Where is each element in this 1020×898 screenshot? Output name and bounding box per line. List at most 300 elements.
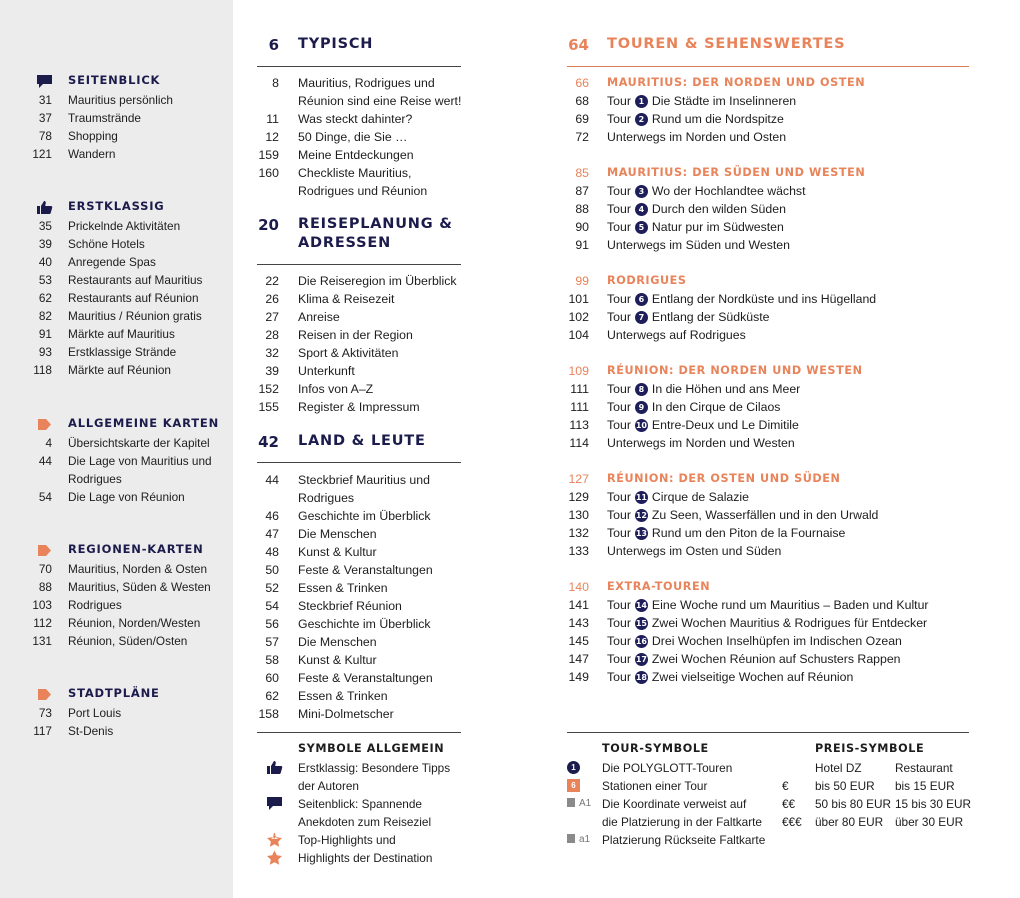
toc-entry[interactable]: Anreise	[298, 310, 340, 324]
price-restaurant: über 30 EUR	[895, 815, 964, 829]
region-title: EXTRA-TOUREN	[607, 580, 711, 593]
toc-entry[interactable]: Register & Impressum	[298, 400, 420, 414]
tour-label: Tour	[607, 382, 631, 396]
toc-entry[interactable]: Steckbrief Mauritius und	[298, 473, 430, 487]
toc-entry[interactable]	[607, 290, 876, 308]
toc-entry[interactable]	[607, 110, 784, 128]
divider	[257, 732, 461, 733]
price-symbols-title: PREIS-SYMBOLE	[815, 742, 925, 755]
entry-text: Anregende Spas	[68, 255, 156, 269]
tour-number-badge: 3	[635, 185, 648, 198]
tour-number-badge: 1	[635, 95, 648, 108]
sidebar-entry[interactable]	[0, 289, 233, 307]
sidebar-section-regionen-karten	[0, 542, 233, 650]
tour-title: Zwei vielseitige Wochen auf Réunion	[651, 670, 854, 684]
page-number: 62	[265, 689, 279, 703]
sidebar-entry[interactable]	[0, 452, 233, 488]
page-number: 68	[575, 94, 589, 108]
toc-entry[interactable]	[607, 218, 784, 236]
toc-entry[interactable]	[607, 434, 795, 452]
page-number: 26	[265, 292, 279, 306]
toc-entry[interactable]: Essen & Trinken	[298, 581, 388, 595]
region-page-number: 85	[575, 166, 589, 180]
section-title: SEITENBLICK	[68, 73, 161, 87]
tour-number-badge: 8	[635, 383, 648, 396]
page-number: 152	[258, 382, 279, 396]
map-book-icon	[567, 798, 575, 807]
symbol-description: die Platzierung in der Faltkarte	[602, 815, 762, 829]
tour-label: Tour	[607, 112, 631, 126]
entry-text: Märkte auf Mauritius	[68, 327, 175, 341]
sidebar-entry[interactable]	[0, 217, 233, 235]
toc-entry[interactable]: Die Menschen	[298, 527, 377, 541]
symbol-description: Die Koordinate verweist auf	[602, 797, 747, 811]
entry-text: Restaurants auf Réunion	[68, 291, 199, 305]
page-number: 78	[38, 129, 52, 143]
tour-title: Die Städte im Inselinneren	[651, 94, 797, 108]
section-title: REGIONEN-KARTEN	[68, 542, 204, 556]
region-title: RÉUNION: DER NORDEN UND WESTEN	[607, 364, 863, 377]
tour-title: Eine Woche rund um Mauritius – Baden und Kultur	[651, 598, 929, 612]
sidebar-entry[interactable]	[0, 578, 233, 596]
sidebar-entry[interactable]	[0, 560, 233, 578]
entry-text: Shopping	[68, 129, 118, 143]
tour-number-badge: 9	[635, 401, 648, 414]
sidebar-entry[interactable]	[0, 91, 233, 109]
sidebar-entry[interactable]	[0, 596, 233, 614]
toc-entry[interactable]: Steckbrief Réunion	[298, 599, 402, 613]
page-number: 87	[575, 184, 589, 198]
star-label: 12	[271, 835, 278, 841]
toc-entry[interactable]: Kunst & Kultur	[298, 653, 377, 667]
coordinate-label: a1	[579, 834, 591, 845]
tour-label: Tour	[607, 418, 631, 432]
page-number: 155	[258, 400, 279, 414]
page-number: 72	[575, 130, 589, 144]
entry-text: Wandern	[68, 147, 116, 161]
star-icon	[266, 832, 283, 847]
thumbs-up-icon	[36, 200, 53, 215]
toc-entry[interactable]	[607, 182, 806, 200]
tour-title: In den Cirque de Cilaos	[651, 400, 781, 414]
section-title: STADTPLÄNE	[68, 686, 160, 700]
sidebar-section-stadtplaene	[0, 686, 233, 740]
page-number: 57	[265, 635, 279, 649]
thumbs-up-icon	[266, 760, 283, 775]
toc-entry[interactable]	[607, 398, 780, 416]
tour-title: Entlang der Südküste	[651, 310, 770, 324]
symbol-description: Anekdoten zum Reiseziel	[298, 815, 432, 829]
page-number: 11	[266, 112, 279, 126]
entry-text: Prickelnde Aktivitäten	[68, 219, 181, 233]
sidebar-section-seitenblick	[0, 73, 233, 163]
sidebar-entry[interactable]	[0, 307, 233, 325]
page-number: 158	[258, 707, 279, 721]
sidebar-entry[interactable]	[0, 488, 233, 506]
tour-title: In die Höhen und ans Meer	[651, 382, 801, 396]
page-number: 39	[265, 364, 279, 378]
toc-entry[interactable]: Reisen in der Region	[298, 328, 413, 342]
entry-text: St-Denis	[68, 724, 114, 738]
toc-entry[interactable]	[607, 524, 845, 542]
page-number: 53	[38, 273, 52, 287]
tour-number-badge: 2	[635, 113, 648, 126]
entry-text: Die Lage von Réunion	[68, 490, 185, 504]
sidebar-section-allgemeine-karten	[0, 416, 233, 506]
page-number: 12	[265, 130, 279, 144]
toc-entry[interactable]: Checkliste Mauritius,	[298, 166, 412, 180]
entry-text: Restaurants auf Mauritius	[68, 273, 203, 287]
page-number: 160	[258, 166, 279, 180]
page-number: 46	[265, 509, 279, 523]
page-number: 93	[38, 345, 52, 359]
toc-entry[interactable]: Kunst & Kultur	[298, 545, 377, 559]
symbol-description: Top-Highlights und	[298, 833, 396, 847]
tour-label: Tour	[607, 526, 631, 540]
page-number: 28	[265, 328, 279, 342]
toc-entry[interactable]: Rodrigues und Réunion	[298, 184, 428, 198]
toc-entry[interactable]: Die Menschen	[298, 635, 377, 649]
page-number: 62	[38, 291, 52, 305]
sidebar-entry[interactable]	[0, 361, 233, 379]
region-title: MAURITIUS: DER SÜDEN UND WESTEN	[607, 166, 866, 179]
station-badge-sample: 6	[567, 779, 580, 792]
entry-text: Unterwegs im Norden und Westen	[607, 436, 795, 450]
toc-entry[interactable]	[607, 506, 878, 524]
chapter-title: TOUREN & SEHENSWERTES	[607, 36, 846, 52]
page-number: 90	[575, 220, 589, 234]
page-number: 54	[265, 599, 279, 613]
toc-entry[interactable]: Réunion sind eine Reise wert!	[298, 94, 462, 108]
page-number: 117	[33, 724, 52, 738]
symbol-description: Seitenblick: Spannende	[298, 797, 422, 811]
page-number: 8	[272, 76, 279, 90]
tour-title: Zu Seen, Wasserfällen und in den Urwald	[651, 508, 879, 522]
page-number: 47	[265, 527, 279, 541]
page-number: 111	[570, 382, 589, 396]
toc-entry[interactable]: Mauritius, Rodrigues und	[298, 76, 435, 90]
page-number: 101	[568, 292, 589, 306]
entry-text: Unterwegs auf Rodrigues	[607, 328, 746, 342]
tour-badge-sample: 1	[567, 761, 580, 774]
page-number: 88	[575, 202, 589, 216]
price-hotel: über 80 EUR	[815, 815, 884, 829]
map-coordinate-sample	[567, 831, 590, 849]
sidebar-entry[interactable]	[0, 632, 233, 650]
page-number: 70	[38, 562, 52, 576]
region-page-number: 109	[568, 364, 589, 378]
tour-label: Tour	[607, 184, 631, 198]
toc-entry[interactable]	[607, 128, 786, 146]
speech-bubble-icon	[266, 796, 283, 811]
region-title: RODRIGUES	[607, 274, 687, 287]
toc-entry[interactable]: Essen & Trinken	[298, 689, 388, 703]
sidebar-entry[interactable]	[0, 109, 233, 127]
page-number: 37	[38, 111, 52, 125]
entry-text: Unterwegs im Süden und Westen	[607, 238, 790, 252]
sidebar-section-erstklassig	[0, 199, 233, 379]
page-number: 130	[568, 508, 589, 522]
speech-bubble-icon	[36, 74, 53, 89]
page-number: 27	[265, 310, 279, 324]
page-number: 113	[569, 418, 589, 432]
toc-entry[interactable]	[607, 596, 929, 614]
symbol-description: Die POLYGLOTT-Touren	[602, 761, 733, 775]
divider	[257, 66, 461, 67]
price-symbol: €€	[782, 797, 796, 811]
sidebar-entry[interactable]	[0, 145, 233, 163]
entry-text: Mauritius / Réunion gratis	[68, 309, 202, 323]
section-title: ERSTKLASSIG	[68, 199, 165, 213]
tour-title: Rund um den Piton de la Fournaise	[651, 526, 846, 540]
page-number: 50	[265, 563, 279, 577]
page-number: 118	[33, 363, 52, 377]
sidebar-entry[interactable]	[0, 271, 233, 289]
tour-number-badge: 10	[635, 421, 647, 430]
tour-label: Tour	[607, 292, 631, 306]
page-number: 31	[38, 93, 52, 107]
sidebar-entry[interactable]	[0, 235, 233, 253]
chapter-title: ADRESSEN	[298, 235, 392, 251]
toc-entry[interactable]	[607, 614, 927, 632]
toc-entry[interactable]	[607, 380, 800, 398]
page-number: 91	[38, 327, 52, 341]
tour-number-badge: 7	[635, 311, 648, 324]
price-hotel: bis 50 EUR	[815, 779, 875, 793]
sidebar-section-header	[0, 199, 233, 217]
symbol-description: Highlights der Destination	[298, 851, 433, 865]
tour-title: Entre-Deux und Le Dimitile	[651, 418, 799, 432]
page-number: 39	[38, 237, 52, 251]
toc-entry[interactable]	[607, 542, 781, 560]
page-number: 104	[568, 328, 589, 342]
toc-entry[interactable]	[607, 326, 746, 344]
page-number: 22	[265, 274, 279, 288]
symbol-description: der Autoren	[298, 779, 359, 793]
region-page-number: 99	[575, 274, 589, 288]
tour-title: Wo der Hochlandtee wächst	[651, 184, 806, 198]
page-number: 32	[265, 346, 279, 360]
region-title: RÉUNION: DER OSTEN UND SÜDEN	[607, 472, 841, 485]
entry-text: Réunion, Norden/Westen	[68, 616, 201, 630]
sidebar-section-header	[0, 416, 233, 434]
tour-label: Tour	[607, 616, 631, 630]
sidebar-entry[interactable]	[0, 722, 233, 740]
tour-number-badge: 13	[635, 529, 647, 538]
map-tag-icon	[36, 687, 53, 702]
toc-entry[interactable]	[607, 92, 796, 110]
sidebar-entry[interactable]	[0, 343, 233, 361]
chapter-title: TYPISCH	[298, 36, 374, 52]
chapter-number: 20	[258, 216, 279, 234]
page-number: 112	[33, 616, 52, 630]
sidebar-entry[interactable]	[0, 127, 233, 145]
page-number: 133	[568, 544, 589, 558]
symbol-description: Erstklassig: Besondere Tipps	[298, 761, 451, 775]
tour-label: Tour	[607, 508, 631, 522]
page-number: 159	[258, 148, 279, 162]
tour-title: Durch den wilden Süden	[651, 202, 786, 216]
page-number: 129	[568, 490, 589, 504]
page-number: 91	[575, 238, 589, 252]
tour-label: Tour	[607, 652, 631, 666]
page-number: 147	[568, 652, 589, 666]
tour-number-badge: 4	[635, 203, 648, 216]
coordinate-label: A1	[579, 798, 592, 809]
page-number: 54	[38, 490, 52, 504]
tour-label: Tour	[607, 598, 631, 612]
region-page-number: 127	[568, 472, 589, 486]
entry-text: Märkte auf Réunion	[68, 363, 171, 377]
entry-text: Unterwegs im Norden und Osten	[607, 130, 787, 144]
page-number: 121	[32, 147, 52, 161]
map-tag-icon	[36, 543, 53, 558]
toc-entry[interactable]: Klima & Reisezeit	[298, 292, 395, 306]
toc-entry[interactable]: Geschichte im Überblick	[298, 617, 431, 631]
price-symbol: €€€	[782, 815, 802, 829]
chapter-title: REISEPLANUNG &	[298, 216, 453, 232]
tour-title: Drei Wochen Inselhüpfen im Indischen Ozean	[651, 634, 902, 648]
sidebar-entry[interactable]	[0, 253, 233, 271]
tour-number-badge: 11	[635, 493, 647, 502]
toc-entry[interactable]	[607, 200, 786, 218]
region-title: MAURITIUS: DER NORDEN UND OSTEN	[607, 76, 866, 89]
tour-label: Tour	[607, 490, 631, 504]
chapter-title: LAND & LEUTE	[298, 433, 426, 449]
toc-entry[interactable]	[607, 650, 901, 668]
page-number: 58	[265, 653, 279, 667]
page-number: 114	[569, 436, 589, 450]
entry-text: Mauritius persönlich	[68, 93, 173, 107]
map-coordinate-sample	[567, 795, 591, 813]
page-number: 132	[568, 526, 589, 540]
toc-entry[interactable]: Mini-Dolmetscher	[298, 707, 394, 721]
tour-number-badge: 5	[635, 221, 648, 234]
toc-entry[interactable]: Meine Entdeckungen	[298, 148, 414, 162]
page-number: 52	[265, 581, 279, 595]
price-symbol: €	[782, 779, 789, 793]
sidebar-section-header	[0, 542, 233, 560]
entry-text: Erstklassige Strände	[68, 345, 177, 359]
tour-title: Zwei Wochen Réunion auf Schusters Rappen	[651, 652, 901, 666]
page-number: 60	[265, 671, 279, 685]
tour-label: Tour	[607, 220, 631, 234]
tour-number-badge: 17	[635, 655, 647, 664]
tour-label: Tour	[607, 400, 631, 414]
toc-entry[interactable]	[607, 632, 902, 650]
toc-entry[interactable]	[607, 416, 799, 434]
page-number: 131	[32, 634, 52, 648]
page-number: 69	[575, 112, 589, 126]
page-number: 141	[568, 598, 589, 612]
page-number: 103	[32, 598, 52, 612]
chapter-number: 42	[258, 433, 279, 451]
sidebar-entry[interactable]	[0, 704, 233, 722]
symbol-legend-title: SYMBOLE ALLGEMEIN	[298, 742, 445, 755]
page-number: 35	[38, 219, 52, 233]
toc-entry[interactable]: Die Reiseregion im Überblick	[298, 274, 457, 288]
tour-number-badge: 12	[635, 511, 647, 520]
toc-entry[interactable]: Geschichte im Überblick	[298, 509, 431, 523]
sidebar-section-header	[0, 73, 233, 91]
map-book-icon	[567, 834, 575, 843]
tour-number-badge: 18	[635, 673, 647, 682]
tour-number-badge: 15	[635, 619, 647, 628]
page-number: 44	[265, 473, 279, 487]
entry-text: Mauritius, Süden & Westen	[68, 580, 211, 594]
tour-number-badge: 6	[635, 293, 648, 306]
divider	[567, 732, 969, 733]
toc-entry[interactable]: Infos von A–Z	[298, 382, 374, 396]
page-number: 82	[38, 309, 52, 323]
page-number: 88	[38, 580, 52, 594]
toc-entry[interactable]	[607, 668, 853, 686]
toc-entry[interactable]: Was steckt dahinter?	[298, 112, 413, 126]
map-tag-icon	[36, 417, 53, 432]
page-number: 145	[568, 634, 589, 648]
entry-text: Port Louis	[68, 706, 122, 720]
divider	[567, 66, 969, 67]
chapter-number: 64	[568, 36, 589, 54]
divider	[257, 264, 461, 265]
entry-text: Mauritius, Norden & Osten	[68, 562, 207, 576]
page-number: 56	[265, 617, 279, 631]
tour-title: Entlang der Nordküste und ins Hügelland	[651, 292, 877, 306]
price-column-restaurant: Restaurant	[895, 761, 953, 775]
entry-text: Schöne Hotels	[68, 237, 145, 251]
entry-text: Unterwegs im Osten und Süden	[607, 544, 782, 558]
entry-text: Übersichtskarte der Kapitel	[68, 436, 210, 450]
page-number: 111	[570, 400, 589, 414]
tour-number-badge: 14	[635, 601, 647, 610]
toc-entry[interactable]: 50 Dinge, die Sie …	[298, 130, 408, 144]
price-restaurant: bis 15 EUR	[895, 779, 955, 793]
sidebar-entry[interactable]	[0, 325, 233, 343]
tour-label: Tour	[607, 202, 631, 216]
chapter-number: 6	[268, 36, 279, 54]
sidebar	[0, 0, 233, 898]
sidebar-section-header	[0, 686, 233, 704]
toc-entry[interactable]	[607, 308, 770, 326]
tour-label: Tour	[607, 94, 631, 108]
entry-text: Rodrigues	[68, 598, 122, 612]
toc-entry[interactable]: Feste & Veranstaltungen	[298, 563, 433, 577]
toc-entry[interactable]: Sport & Aktivitäten	[298, 346, 399, 360]
page-number: 48	[265, 545, 279, 559]
tour-title: Rund um die Nordspitze	[651, 112, 784, 126]
toc-entry[interactable]: Unterkunft	[298, 364, 355, 378]
entry-text: Traumstrände	[68, 111, 141, 125]
tour-title: Cirque de Salazie	[651, 490, 749, 504]
tour-title: Zwei Wochen Mauritius & Rodrigues für Entdecker	[651, 616, 928, 630]
toc-entry[interactable]	[607, 236, 790, 254]
sidebar-entry[interactable]	[0, 434, 233, 452]
tour-title: Natur pur im Südwesten	[651, 220, 784, 234]
toc-entry[interactable]: Rodrigues	[298, 491, 355, 505]
sidebar-entry[interactable]	[0, 614, 233, 632]
page-number: 4	[45, 436, 52, 450]
region-page-number: 66	[575, 76, 589, 90]
page-number: 143	[568, 616, 589, 630]
page-number: 102	[568, 310, 589, 324]
toc-entry[interactable]	[607, 488, 749, 506]
symbol-description: Stationen einer Tour	[602, 779, 708, 793]
tour-label: Tour	[607, 634, 631, 648]
price-restaurant: 15 bis 30 EUR	[895, 797, 972, 811]
page-number: 149	[568, 670, 589, 684]
toc-entry[interactable]: Feste & Veranstaltungen	[298, 671, 433, 685]
price-hotel: 50 bis 80 EUR	[815, 797, 892, 811]
